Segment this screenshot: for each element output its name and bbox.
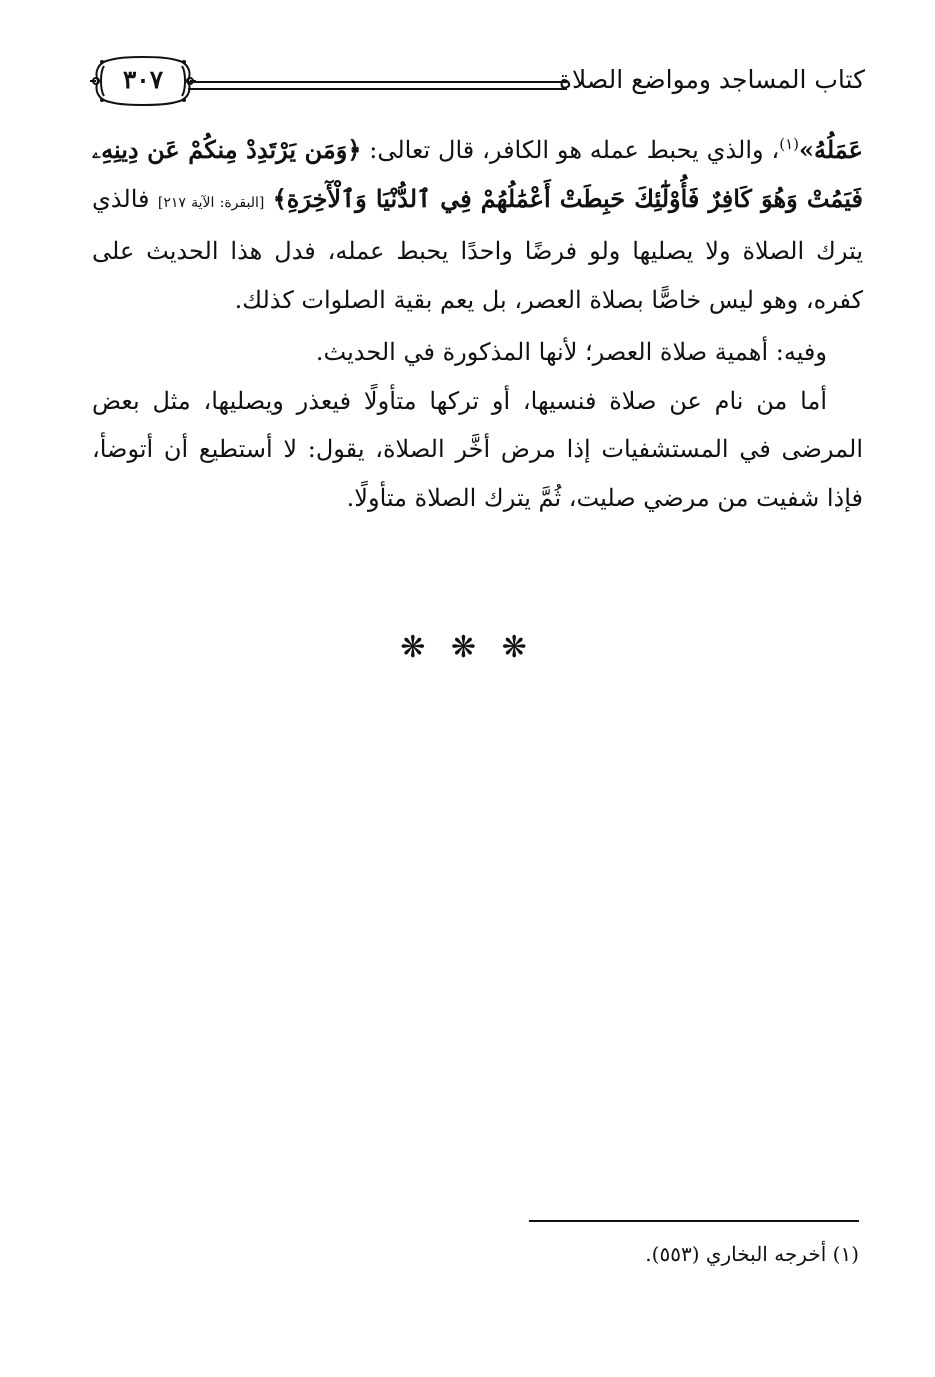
footnote-rule [529,1220,859,1222]
paragraph-text: فالذي يترك الصلاة ولا يصليها ولو فرضًا واحدًا يحبط عمله، فدل هذا الحديث على كفره، وهو ليس خاصًّا بصلاة العصر، بل يعم بقية الصلوات كذلك. [92,184,863,314]
paragraph-lead: عَمَلُهُ» [798,135,863,164]
page-number-ornament [88,52,198,110]
running-title: كتاب المساجد ومواضع الصلاة [558,65,865,94]
page-header [88,52,865,112]
verse-reference: [البقرة: الآية ٢١٧] [157,194,265,211]
header-rule [188,81,567,90]
footnote: (١) أخرجه البخاري (٥٥٣). [645,1242,859,1266]
page-number: ٣٠٧ [122,65,164,94]
paragraph-3: أما من نام عن صلاة فنسيها، أو تركها متأولًا فيعذر ويصليها، مثل بعض المرضى في المستشفيات إذا مرض أخَّر الصلاة، يقول: لا أستطيع أن أتوضأ، فإذا شفيت من مرضي صليت، ثُمَّ يترك الصلاة متأولًا. [92,386,863,512]
main-text [92,126,863,522]
footnote-marker: (١) [779,135,799,153]
paragraph-text: ، والذي يحبط عمله هو الكافر، قال تعالى: [361,136,780,164]
section-separator: ❋ ❋ ❋ [400,630,535,665]
paragraph-1 [92,126,863,324]
paragraph-2: وفيه: أهمية صلاة العصر؛ لأنها المذكورة في الحديث. [315,338,827,366]
quran-verse: ﴿وَمَن يَرْتَدِدْ مِنكُمْ عَن دِينِهِۦ فَيَمُتْ وَهُوَ كَافِرٌ فَأُوْلَٰٓئِكَ حَبِطَتْ أَعْمَٰلُهُمْ فِي ٱلدُّنْيَا وَٱلْأٓخِرَةِ﴾ [92,135,863,213]
